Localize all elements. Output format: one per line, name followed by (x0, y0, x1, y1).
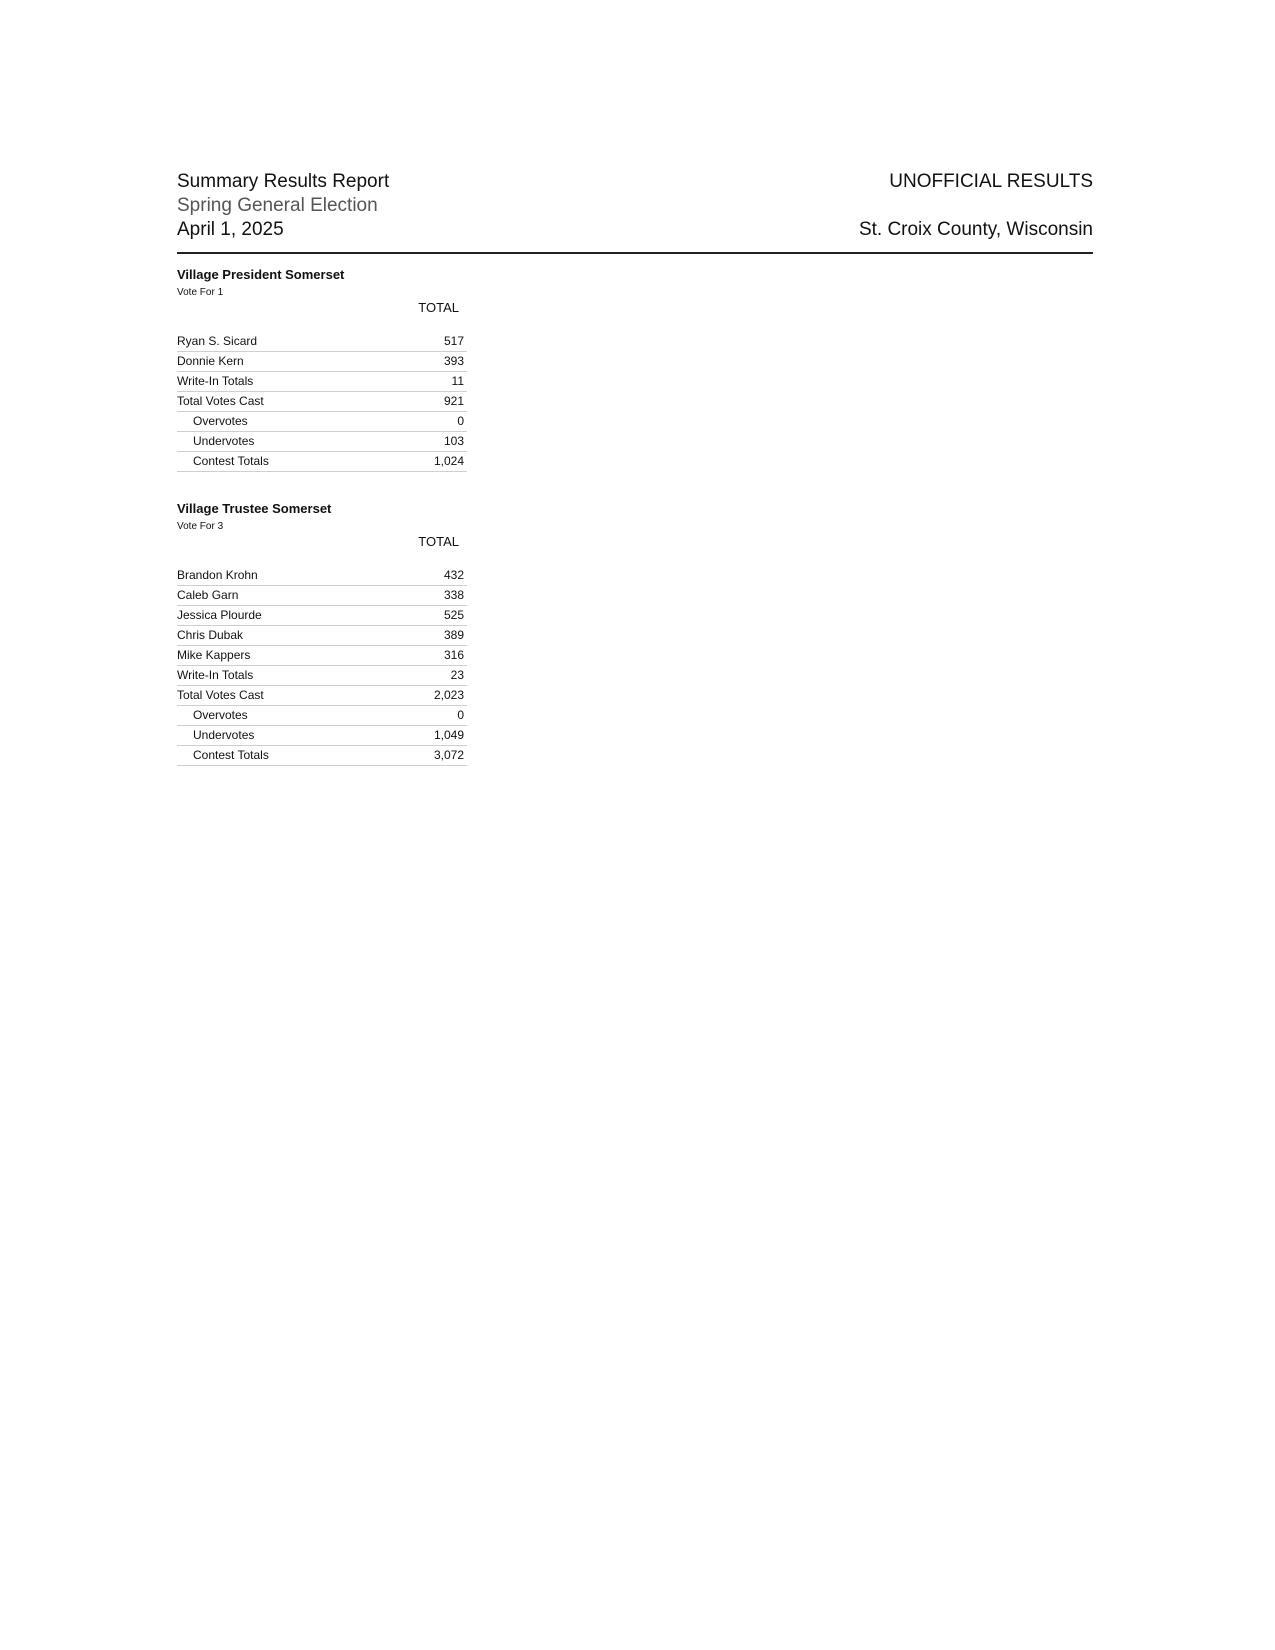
contest-title: Village President Somerset (177, 267, 345, 282)
table-row (177, 352, 467, 372)
table-row (177, 432, 467, 452)
row-total: 517 (443, 334, 464, 348)
table-row (177, 726, 467, 746)
table-row (177, 392, 467, 412)
row-label: Overvotes (193, 708, 248, 722)
election-date: April 1, 2025 (177, 219, 284, 240)
results-table (177, 332, 467, 472)
table-row (177, 586, 467, 606)
county-name: St. Croix County, Wisconsin (858, 219, 1093, 240)
report-title: Summary Results Report (177, 171, 390, 192)
row-total: 3,072 (433, 748, 464, 762)
row-total: 1,024 (433, 454, 464, 468)
table-row (177, 686, 467, 706)
table-row (177, 666, 467, 686)
vote-for-label: Vote For 1 (177, 287, 224, 298)
contest-village-president (177, 267, 467, 472)
row-label: Undervotes (193, 728, 255, 742)
row-label: Jessica Plourde (177, 608, 262, 622)
row-total: 525 (443, 608, 464, 622)
row-total: 11 (451, 374, 464, 388)
row-label: Mike Kappers (177, 648, 251, 662)
row-total: 316 (443, 648, 464, 662)
row-total: 432 (443, 568, 464, 582)
election-name: Spring General Election (177, 195, 378, 216)
contest-village-trustee (177, 501, 467, 766)
table-row (177, 412, 467, 432)
table-row (177, 706, 467, 726)
row-label: Contest Totals (193, 748, 269, 762)
row-total: 921 (443, 394, 464, 408)
results-status: UNOFFICIAL RESULTS (889, 171, 1093, 192)
row-total: 338 (443, 588, 464, 602)
table-row (177, 566, 467, 586)
table-row (177, 626, 467, 646)
row-label: Chris Dubak (177, 628, 244, 642)
report-header (177, 168, 1093, 254)
row-label: Write-In Totals (177, 374, 254, 388)
row-label: Donnie Kern (177, 354, 244, 368)
row-label: Brandon Krohn (177, 568, 258, 582)
row-label: Total Votes Cast (177, 394, 264, 408)
row-total: 0 (457, 708, 464, 722)
row-label: Write-In Totals (177, 668, 254, 682)
total-column-header: TOTAL (418, 534, 459, 549)
row-total: 389 (443, 628, 464, 642)
contest-title: Village Trustee Somerset (177, 501, 332, 516)
row-total: 23 (450, 668, 464, 682)
table-row (177, 606, 467, 626)
row-label: Undervotes (193, 434, 255, 448)
vote-for-label: Vote For 3 (177, 521, 224, 532)
row-label: Caleb Garn (177, 588, 239, 602)
row-label: Overvotes (193, 414, 248, 428)
row-total: 103 (443, 434, 464, 448)
row-label: Contest Totals (193, 454, 269, 468)
table-row (177, 646, 467, 666)
row-label: Total Votes Cast (177, 688, 264, 702)
table-row (177, 746, 467, 766)
total-column-header: TOTAL (418, 300, 459, 315)
table-row (177, 452, 467, 472)
row-total: 0 (457, 414, 464, 428)
row-total: 1,049 (433, 728, 464, 742)
table-row (177, 372, 467, 392)
row-total: 2,023 (433, 688, 464, 702)
table-row (177, 332, 467, 352)
results-table (177, 566, 467, 766)
row-label: Ryan S. Sicard (177, 334, 258, 348)
row-total: 393 (443, 354, 464, 368)
